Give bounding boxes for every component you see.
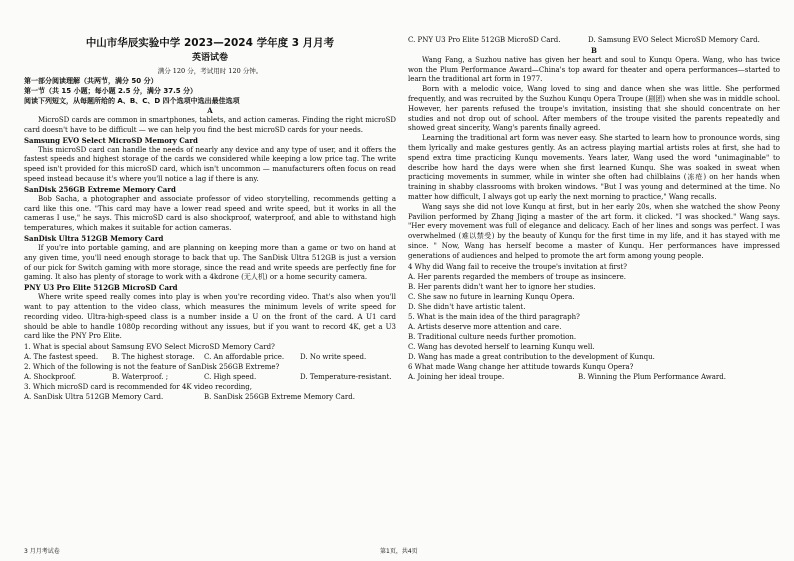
question-text: 3. Which microSD card is recommended for 4K video recording,: [24, 383, 253, 392]
question-text: 5. What is the main idea of the third paragraph?: [408, 312, 580, 321]
option[interactable]: A. The fastest speed.: [24, 353, 99, 362]
question-options: [24, 392, 396, 402]
option[interactable]: D. Wang has made a great contribution to the development of Kunqu.: [408, 352, 655, 361]
question-options: [24, 372, 396, 382]
footer-page-number: 第1页，共4页: [380, 548, 418, 555]
passage-b-paragraph: Born with a melodic voice, Wang loved to sing and dance when she was little. She performed frequently, and was recruited by the Suzhou Kunqu Opera Troupe (剧团) when she was in middle school. However, her parents refused the troupe's invitation, insisting that she should concentrate on her studies and not drop out of school. After members of the troupe visited the parents repeatedly and showed great sincerity, Wang's parents finally agreed.: [408, 85, 780, 133]
question-block: [24, 342, 396, 402]
instructions: 阅读下列短文，从每题所给的 A、B、C、D 四个选项中选出最佳选项: [24, 97, 240, 105]
passage-b-paragraph: Wang Fang, a Suzhou native has given her heart and soul to Kunqu Opera. Wang, who has twice won the Plum Performance Award—China's top award for theater and opera performances—started to learn the traditional art form in 1977.: [408, 55, 780, 84]
option[interactable]: C. An affordable price.: [204, 353, 285, 362]
card-heading: PNY U3 Pro Elite 512GB MicroSD Card: [24, 283, 178, 293]
option[interactable]: D. No write speed.: [300, 353, 367, 362]
option[interactable]: D. She didn't have artistic talent.: [408, 302, 526, 311]
question-options: [24, 352, 396, 362]
question-options: [408, 372, 780, 382]
passage-a-intro: MicroSD cards are common in smartphones, tablets, and action cameras. Finding the right microSD card doesn't have to be difficult — we can help you find the best microSD cards for your needs.: [24, 116, 396, 134]
card-heading: SanDisk 256GB Extreme Memory Card: [24, 184, 176, 194]
option[interactable]: A. SanDisk Ultra 512GB Memory Card.: [24, 393, 164, 402]
exam-title: 中山市华辰实验中学 2023—2024 学年度 3 月月考: [85, 37, 335, 49]
card-paragraph: Where write speed really comes into play is when you're recording video. That's also when you'll want to pay attention to the video class, which measures the minimum levels of write speed for recording video. Ultra-high-speed class is a number inside a U on the front of the card. A U1 card should be able to handle 1080p recording without any issues, but if you want to record 4K, get a U3 card like the PNY Pro Elite.: [24, 293, 396, 341]
question-text: 2. Which of the following is not the feature of SanDisk 256GB Extreme?: [24, 363, 280, 372]
option[interactable]: B. Traditional culture needs further promotion.: [408, 332, 577, 341]
option[interactable]: A. Joining her ideal troupe.: [408, 372, 505, 381]
card-heading: SanDisk Ultra 512GB Memory Card: [24, 233, 164, 243]
option[interactable]: B. The highest storage.: [112, 353, 195, 362]
option[interactable]: C. She saw no future in learning Kunqu Opera.: [408, 292, 575, 301]
exam-meta: 满分 120 分，考试用时 120 分钟。: [157, 67, 263, 75]
exam-subtitle: 英语试卷: [191, 53, 228, 63]
question-text: 4 Why did Wang fail to receive the troupe's invitation at first?: [408, 262, 628, 271]
option[interactable]: B. Winning the Plum Performance Award.: [578, 372, 726, 381]
question-block: [408, 262, 780, 382]
option[interactable]: D. Samsung EVO Select MicroSD Memory Card.: [588, 36, 760, 44]
card-paragraph: This microSD card can handle the needs of nearly any device and any type of user, and it offers the fastest speeds and highest storage of the cards we considered while keeping a low price tag. The write speed isn't provided for this microSD card, which isn't uncommon — manufacturers often focus on read speed instead because it's where you'll notice a lag if there is any.: [24, 145, 396, 183]
passage-b-paragraph: Wang says she did not love Kunqu at first, but in her early 20s, when she watched the show Peony Pavilion performed by Zhang Jiqing a master of the art form. it clicked. "I was shocked." Wang says. "Her every movement was full of elegance and delicacy. Each of her lines and songs was perfect. I was overwhelmed (难以禁受) by the beauty of Kunqu for the first time in my life, and it has stayed with me since. " Now, Wang has herself become a master of Kunqu. Her performances have impressed generations of audiences and helped to promote the art form among young people.: [408, 202, 780, 260]
option[interactable]: A. Her parents regarded the members of troupe as insincere.: [408, 272, 626, 281]
passage-a-label: A: [207, 106, 213, 115]
option[interactable]: C. Wang has devoted herself to learning Kunqu well.: [408, 342, 595, 351]
passage-b-label: B: [591, 45, 597, 55]
card-paragraph: If you're into portable gaming, and are planning on keeping more than a game or two on hand at any given time, you'll need enough storage to back that up. The SanDisk Ultra 512GB is just a version of our pick for Switch gaming with more storage, since the read and write speeds are perfectly fine for gaming. It also has plenty of storage to work with a 4kdrone (无人机) or a home security camera.: [24, 243, 396, 282]
option[interactable]: B. SanDisk 256GB Extreme Memory Card.: [204, 393, 355, 402]
option[interactable]: B. Waterproof. ;: [112, 373, 169, 382]
passage-b-paragraph: Learning the traditional art form was never easy. She started to learn how to pronounce words, sing them lyrically and make gestures gently. As an actress playing martial artists roles at first, she had to spend extra time practicing Kunqu movements. Years later, Wang used the word "unimaginable" to describe how hard the days were when she first learned Kunqu. She was soaked in sweat when practicing movements in summer, while in winter she often had chilblains (冻疮) on her hands when training in shabby classrooms with broken windows. "But I was young and determined at the time. No matter how difficult, I always got up early the next morning to practice," Wang recalls.: [408, 134, 780, 201]
option[interactable]: D. Temperature-resistant.: [300, 373, 392, 382]
card-heading: Samsung EVO Select MicroSD Memory Card: [24, 135, 198, 145]
option[interactable]: A. Shockproof.: [24, 373, 77, 382]
right-column: [408, 36, 780, 382]
question-3-continued: [408, 36, 780, 46]
card-paragraph: Bob Sacha, a photographer and associate professor of video storytelling, recommends getting a card like this one. "This card may have a lower read speed and write speed, but it works in all the cameras I use," he says. This microSD card is also shockproof, waterproof, and able to withstand high temperatures, which makes it suitable for action cameras.: [24, 194, 396, 233]
option[interactable]: C. PNY U3 Pro Elite 512GB MicroSD Card.: [408, 36, 561, 44]
question-text: 6 What made Wang change her attitude towards Kunqu Opera?: [408, 362, 634, 371]
option[interactable]: C. High speed.: [204, 373, 257, 382]
question-text: 1. What is special about Samsung EVO Select MicroSD Memory Card?: [24, 343, 275, 352]
section-heading: 第一节（共 15 小题；每小题 2.5 分，满分 37.5 分）: [24, 87, 198, 95]
option[interactable]: A. Artists deserve more attention and care.: [408, 322, 562, 331]
part-heading: 第一部分阅读理解（共两节，满分 50 分）: [24, 77, 158, 85]
footer-exam-name: 3 月月考试卷: [24, 548, 60, 555]
left-column: [24, 32, 396, 402]
option[interactable]: B. Her parents didn't want her to ignore her studies.: [408, 282, 596, 291]
